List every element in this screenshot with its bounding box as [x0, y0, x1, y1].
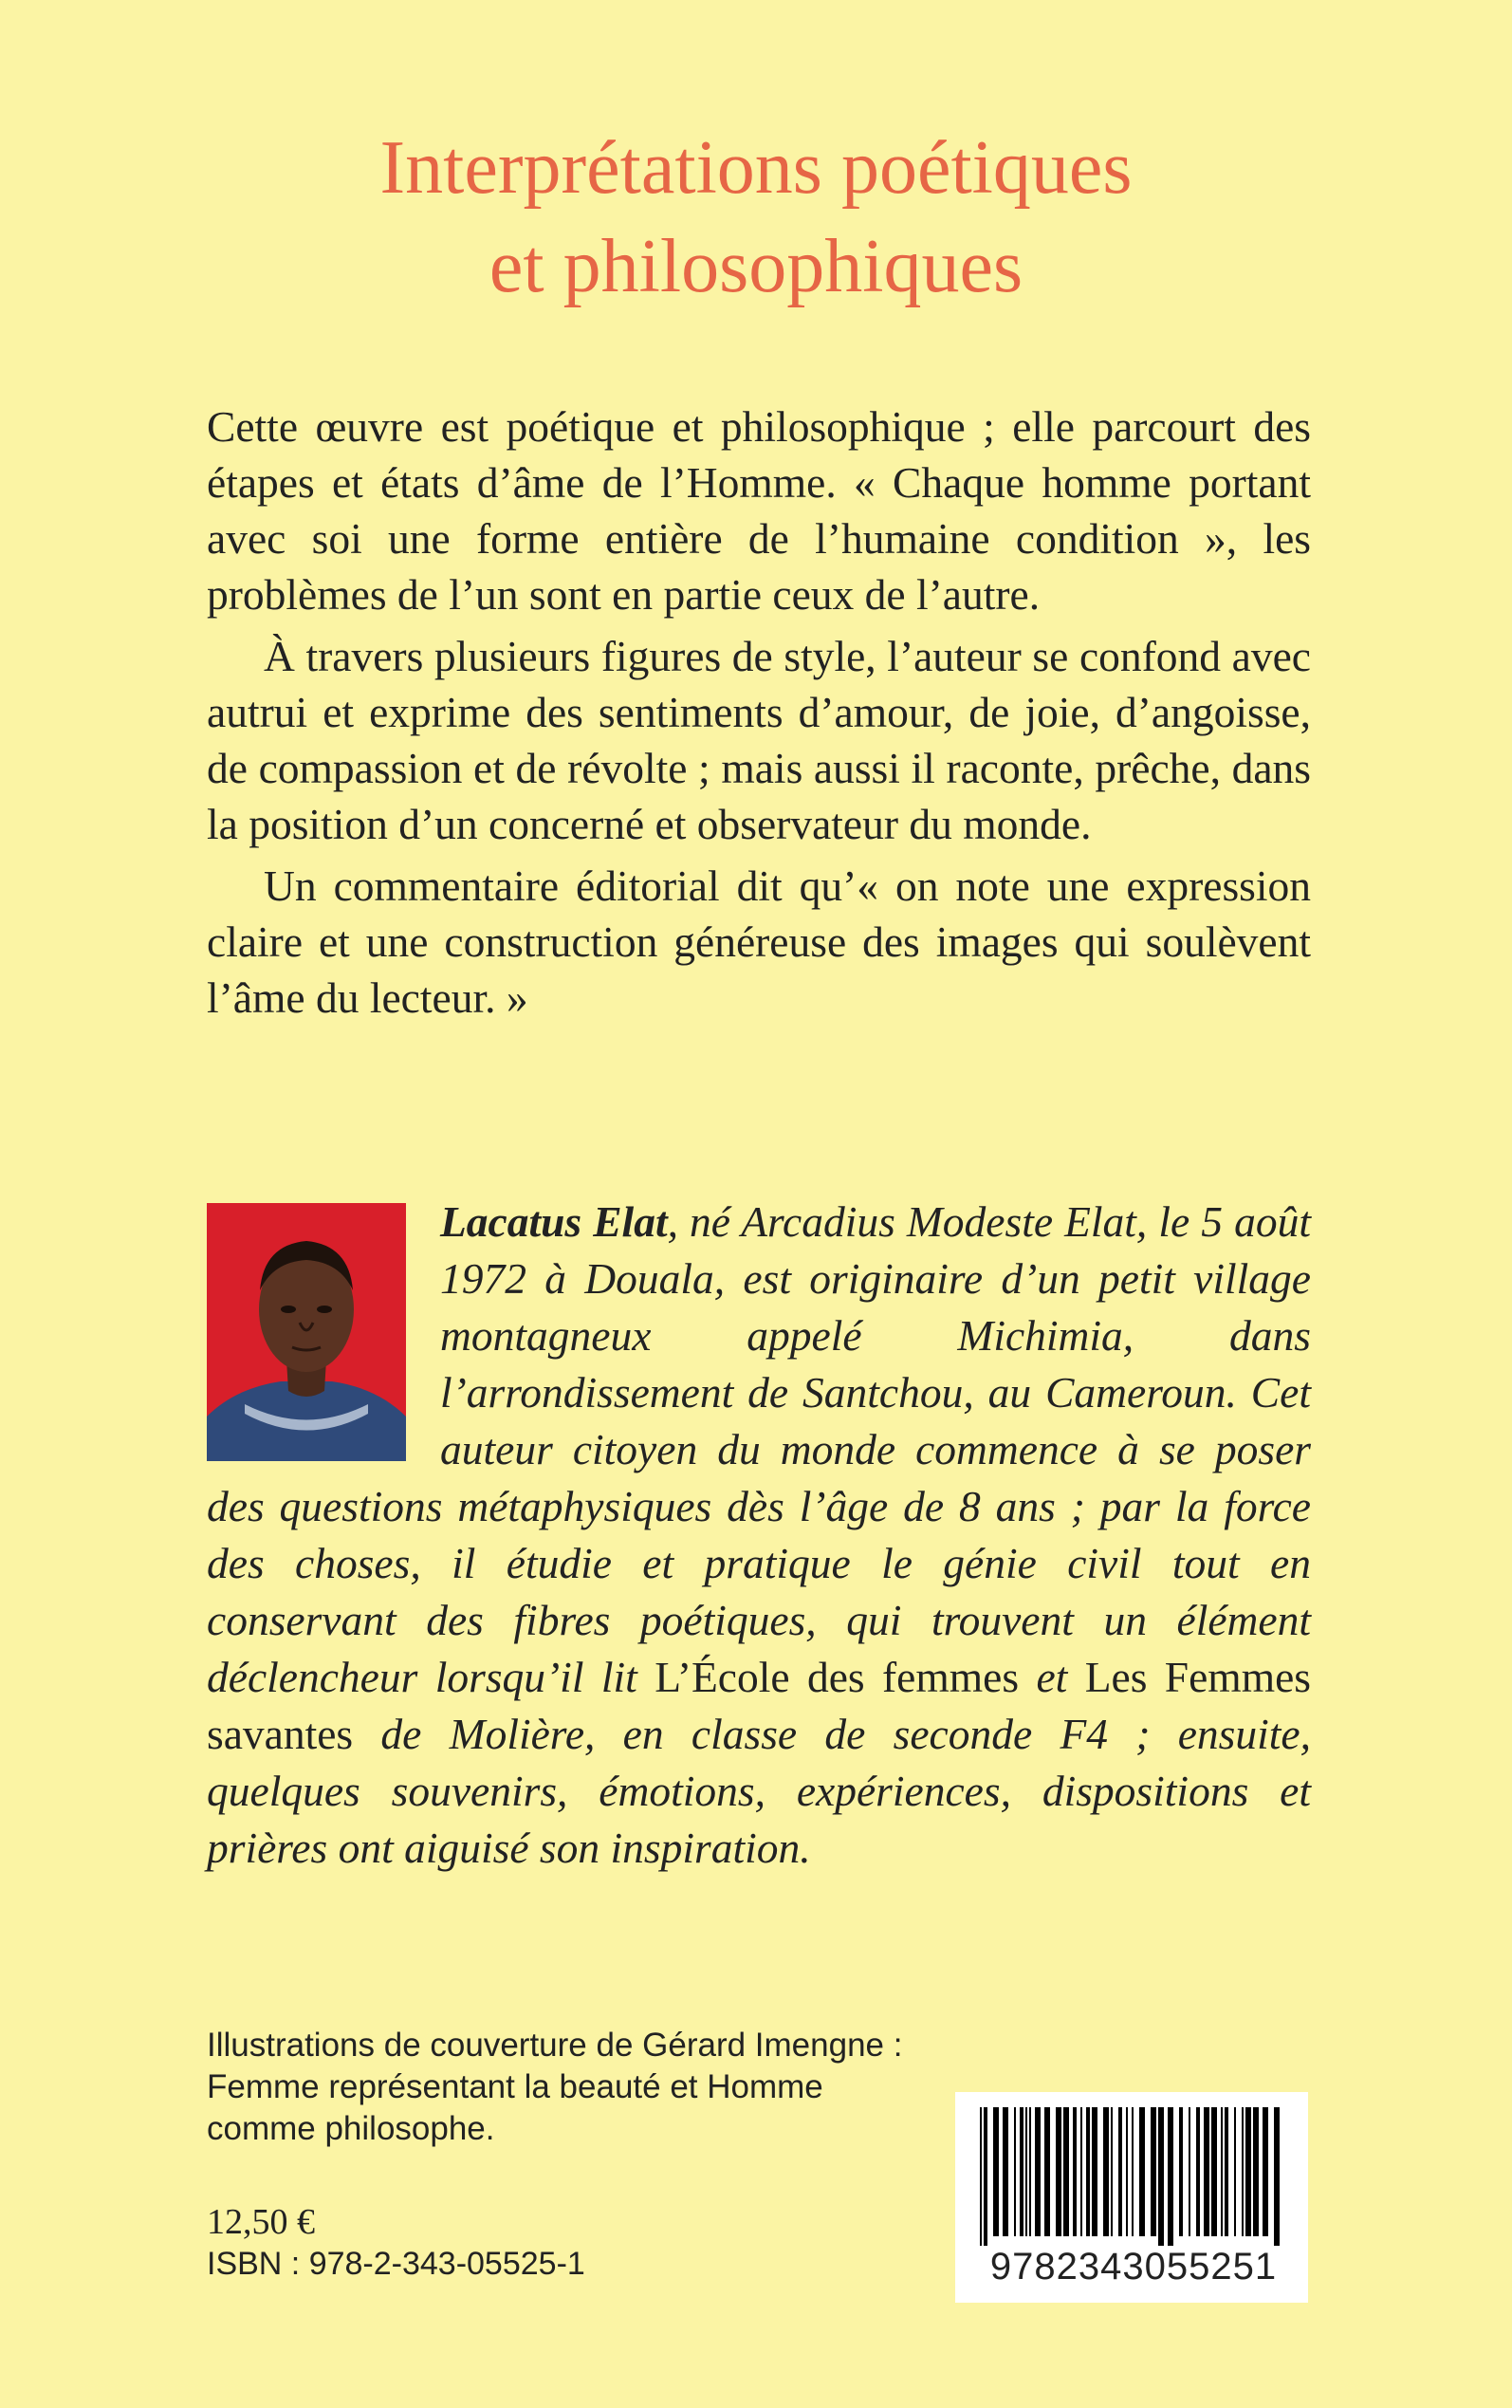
- barcode-bars-icon: [976, 2107, 1287, 2246]
- book-summary: [207, 398, 1311, 1031]
- author-photo: [207, 1203, 406, 1461]
- barcode-bar: [1126, 2107, 1128, 2236]
- bio-text-part-3: de Molière, en classe de seconde F4 ; ensuite, quelques souvenirs, émotions, expériences, dispositions et prières ont aiguisé son inspiration.: [207, 1710, 1311, 1872]
- barcode-bar: [1274, 2107, 1280, 2246]
- bio-text-part-2: et: [1019, 1653, 1085, 1701]
- barcode-bar: [980, 2107, 982, 2246]
- barcode-bar: [1063, 2107, 1069, 2236]
- barcode-bar: [1029, 2107, 1031, 2236]
- barcode-bar: [1234, 2107, 1236, 2236]
- barcode-bar: [1132, 2107, 1134, 2236]
- barcode-bar: [1035, 2107, 1041, 2236]
- barcode-bar: [1073, 2107, 1077, 2236]
- barcode-bar: [1245, 2107, 1251, 2236]
- price: 12,50 €: [207, 2202, 315, 2242]
- barcode-bar: [1025, 2107, 1027, 2236]
- credits-line-3: comme philosophe.: [207, 2110, 495, 2147]
- bio-text-part-1: , né Arcadius Modeste Elat, le 5 août 1972 à Douala, est originaire d’un petit village montagneux appelé Michimia, dans l’arrondissement de Santchou, au Cameroun. Cet auteur citoyen du monde commence à se poser des questions métaphysiques dès l’âge de 8 ans ; par la force des choses, il étudie et pratique le génie civil tout en conservant des fibres poétiques, qui trouvent un élément déclencheur lorsqu’il lit: [207, 1197, 1311, 1701]
- barcode-bar: [1003, 2107, 1008, 2236]
- barcode-bar: [1118, 2107, 1122, 2236]
- barcode-bar: [1056, 2107, 1061, 2236]
- book-title: [0, 119, 1512, 316]
- barcode-digits: 9782343055251: [989, 2246, 1278, 2288]
- barcode-bar: [1253, 2107, 1259, 2236]
- book-title-line-2: et philosophiques: [489, 225, 1023, 308]
- book-reference-2: Les Femmes savantes: [207, 1653, 1311, 1758]
- credits-line-1: Illustrations de couverture de Gérard Imengne :: [207, 2027, 903, 2064]
- barcode-bar: [1221, 2107, 1223, 2236]
- barcode-bar: [1014, 2107, 1016, 2236]
- barcode-bar: [1179, 2107, 1183, 2236]
- barcode-bar: [1092, 2107, 1097, 2236]
- barcode-bar: [993, 2107, 999, 2236]
- summary-paragraph-3: Un commentaire éditorial dit qu’« on note une expression claire et une construction généreuse des images qui soulèvent l’âme du lecteur. »: [207, 861, 1311, 1022]
- barcode-bar: [1044, 2107, 1050, 2236]
- barcode-bar: [1139, 2107, 1145, 2236]
- cover-credits: [207, 2025, 966, 2150]
- summary-paragraph-1: Cette œuvre est poétique et philosophique ; elle parcourt des étapes et états d’âme de l’Homme. « Chaque homme portant avec soi une forme entière de l’humaine condition », les problèmes de l’un sont en partie ceux de l’autre.: [207, 402, 1311, 619]
- barcode-bar: [1196, 2107, 1200, 2236]
- barcode-bar: [1242, 2107, 1244, 2236]
- barcode-bar: [1020, 2107, 1023, 2236]
- barcode-bar: [1168, 2107, 1173, 2246]
- barcode-bar: [1158, 2107, 1164, 2246]
- book-title-line-1: Interprétations poétiques: [379, 126, 1133, 210]
- barcode-bar: [1086, 2107, 1090, 2236]
- barcode-bar: [1211, 2107, 1217, 2236]
- barcode-bar: [1103, 2107, 1109, 2236]
- barcode-bar: [984, 2107, 987, 2246]
- credits-line-2: Femme représentant la beauté et Homme: [207, 2068, 823, 2105]
- author-portrait-icon: [207, 1203, 406, 1461]
- barcode-bar: [1151, 2107, 1156, 2236]
- barcode-bar: [1189, 2107, 1190, 2236]
- isbn: ISBN : 978-2-343-05525-1: [207, 2246, 585, 2282]
- author-bio: [207, 1194, 1311, 1877]
- barcode: [955, 2092, 1308, 2303]
- barcode-bar: [1204, 2107, 1209, 2236]
- author-name: Lacatus Elat: [440, 1197, 668, 1246]
- barcode-bar: [1263, 2107, 1268, 2236]
- book-reference-1: L’École des femmes: [655, 1653, 1020, 1701]
- barcode-bar: [1225, 2107, 1228, 2236]
- barcode-bar: [1111, 2107, 1113, 2236]
- barcode-bar: [1080, 2107, 1082, 2236]
- summary-paragraph-2: À travers plusieurs figures de style, l’auteur se confond avec autrui et exprime des sentiments d’amour, de joie, d’angoisse, de compassion et de révolte ; mais aussi il raconte, prêche, dans la position d’un concerné et observateur du monde.: [207, 632, 1311, 848]
